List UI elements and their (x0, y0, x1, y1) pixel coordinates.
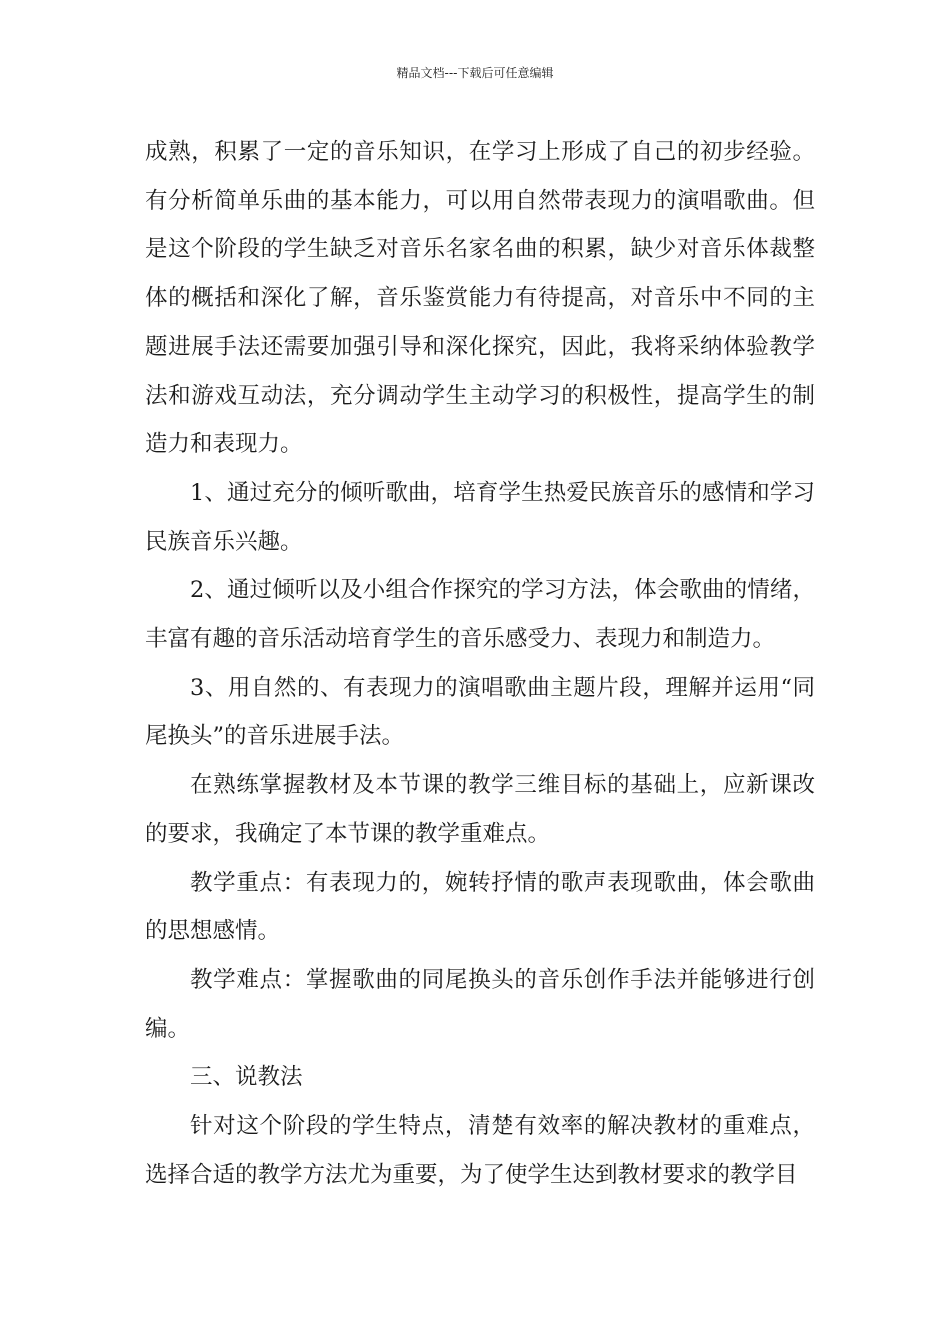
paragraph-goal-1: 1、通过充分的倾听歌曲，培育学生热爱民族音乐的感情和学习民族音乐兴趣。 (145, 479, 815, 555)
section-heading-teaching-method: 三、说教法 (190, 1064, 303, 1091)
paragraph-student-analysis: 成熟，积累了一定的音乐知识，在学习上形成了自己的初步经验。有分析简单乐曲的基本能力，可以用自然带表现力的演唱歌曲。但是这个阶段的学生缺乏对音乐名家名曲的积累，缺少对音乐体裁整体的概括和深化了解，音乐鉴赏能力有待提高，对音乐中不同的主题进展手法还需要加强引导和深化探究，因此，我将采纳体验教学法和游戏互动法，充分调动学生主动学习的积极性，提高学生的制造力和表现力。 (145, 139, 815, 458)
paragraph-goal-2: 2、通过倾听以及小组合作探究的学习方法，体会歌曲的情绪，丰富有趣的音乐活动培育学生的音乐感受力、表现力和制造力。 (145, 577, 815, 653)
paragraph-teaching-focus: 教学重点：有表现力的，婉转抒情的歌声表现歌曲，体会歌曲的思想感情。 (145, 869, 815, 945)
page-header: 精品文档---下载后可任意编辑 (396, 66, 554, 80)
document-body (145, 128, 815, 1199)
paragraph-goal-3: 3、用自然的、有表现力的演唱歌曲主题片段，理解并运用“同尾换头”的音乐进展手法。 (145, 674, 815, 750)
paragraph-teaching-difficulty: 教学难点：掌握歌曲的同尾换头的音乐创作手法并能够进行创编。 (145, 966, 815, 1042)
paragraph-key-points-intro: 在熟练掌握教材及本节课的教学三维目标的基础上，应新课改的要求，我确定了本节课的教学重难点。 (145, 772, 815, 847)
paragraph-teaching-method: 针对这个阶段的学生特点，清楚有效率的解决教材的重难点，选择合适的教学方法尤为重要，为了使学生达到教材要求的教学目 (145, 1113, 815, 1188)
